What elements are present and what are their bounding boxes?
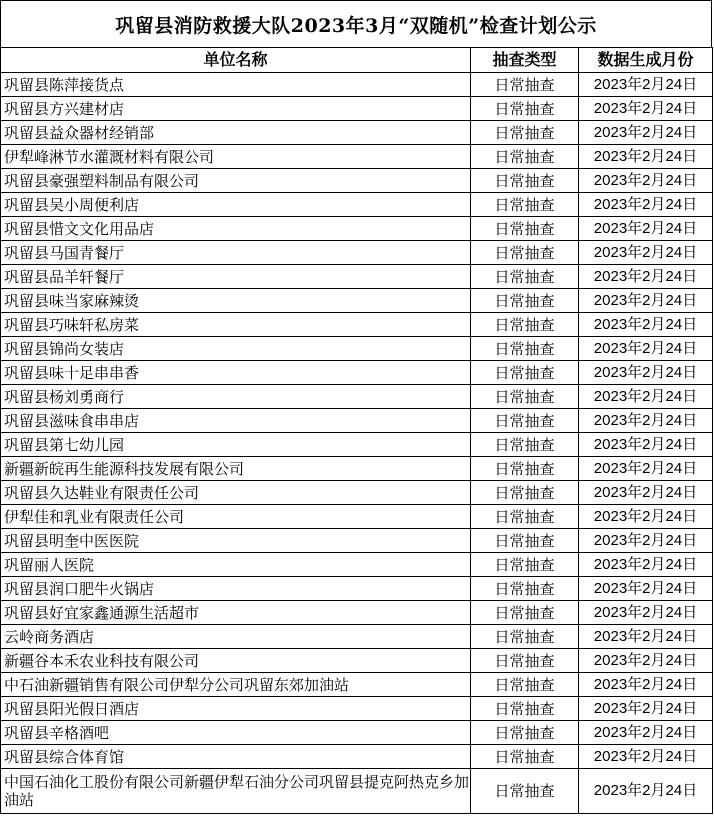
unit-name-cell: 巩留县明奎中医医院 [1, 529, 471, 553]
inspection-type-cell: 日常抽查 [471, 625, 579, 649]
generated-date-cell: 2023年2月24日 [579, 241, 713, 265]
inspection-type-cell: 日常抽查 [471, 121, 579, 145]
inspection-type-cell: 日常抽查 [471, 385, 579, 409]
unit-name-cell: 巩留县阳光假日酒店 [1, 697, 471, 721]
inspection-type-cell: 日常抽查 [471, 529, 579, 553]
generated-date-cell: 2023年2月24日 [579, 601, 713, 625]
generated-date-cell: 2023年2月24日 [579, 361, 713, 385]
table-row [1, 169, 713, 193]
unit-name-cell: 伊犁峰淋节水灌溉材料有限公司 [1, 145, 471, 169]
table-row [1, 481, 713, 505]
unit-name-cell: 巩留县益众器材经销部 [1, 121, 471, 145]
unit-name-cell: 巩留丽人医院 [1, 553, 471, 577]
table-row [1, 193, 713, 217]
inspection-type-cell: 日常抽查 [471, 241, 579, 265]
unit-name-cell: 巩留县豪强塑料制品有限公司 [1, 169, 471, 193]
generated-date-cell: 2023年2月24日 [579, 697, 713, 721]
table-row [1, 217, 713, 241]
table-row [1, 769, 713, 814]
generated-date-cell: 2023年2月24日 [579, 745, 713, 769]
column-header-unit-name: 单位名称 [1, 48, 471, 73]
inspection-type-cell: 日常抽查 [471, 457, 579, 481]
inspection-type-cell: 日常抽查 [471, 73, 579, 97]
inspection-type-cell: 日常抽查 [471, 433, 579, 457]
unit-name-cell: 巩留县辛格酒吧 [1, 721, 471, 745]
inspection-type-cell: 日常抽查 [471, 577, 579, 601]
unit-name-cell: 新疆新皖再生能源科技发展有限公司 [1, 457, 471, 481]
table-row [1, 721, 713, 745]
inspection-type-cell: 日常抽查 [471, 361, 579, 385]
inspection-type-cell: 日常抽查 [471, 769, 579, 814]
unit-name-cell: 巩留县惜文文化用品店 [1, 217, 471, 241]
table-row [1, 529, 713, 553]
generated-date-cell: 2023年2月24日 [579, 625, 713, 649]
generated-date-cell: 2023年2月24日 [579, 433, 713, 457]
unit-name-cell: 巩留县滋味食串串店 [1, 409, 471, 433]
table-row [1, 409, 713, 433]
table-row [1, 625, 713, 649]
table-row [1, 241, 713, 265]
unit-name-cell: 巩留县方兴建材店 [1, 97, 471, 121]
table-row [1, 289, 713, 313]
inspection-type-cell: 日常抽查 [471, 337, 579, 361]
inspection-type-cell: 日常抽查 [471, 145, 579, 169]
table-row [1, 697, 713, 721]
unit-name-cell: 巩留县陈萍接货点 [1, 73, 471, 97]
table-row [1, 121, 713, 145]
generated-date-cell: 2023年2月24日 [579, 457, 713, 481]
generated-date-cell: 2023年2月24日 [579, 145, 713, 169]
unit-name-cell: 巩留县好宜家鑫通源生活超市 [1, 601, 471, 625]
unit-name-cell: 中国石油化工股份有限公司新疆伊犁石油分公司巩留县提克阿热克乡加油站 [1, 769, 471, 814]
table-row [1, 385, 713, 409]
table-row [1, 265, 713, 289]
column-header-generated-month: 数据生成月份 [579, 48, 713, 73]
generated-date-cell: 2023年2月24日 [579, 529, 713, 553]
unit-name-cell: 巩留县吴小周便利店 [1, 193, 471, 217]
unit-name-cell: 巩留县杨刘勇商行 [1, 385, 471, 409]
inspection-type-cell: 日常抽查 [471, 169, 579, 193]
unit-name-cell: 巩留县第七幼儿园 [1, 433, 471, 457]
table-header-row [1, 48, 713, 73]
inspection-table [0, 47, 713, 814]
inspection-type-cell: 日常抽查 [471, 601, 579, 625]
column-header-inspection-type: 抽查类型 [471, 48, 579, 73]
generated-date-cell: 2023年2月24日 [579, 121, 713, 145]
inspection-type-cell: 日常抽查 [471, 481, 579, 505]
generated-date-cell: 2023年2月24日 [579, 337, 713, 361]
generated-date-cell: 2023年2月24日 [579, 73, 713, 97]
generated-date-cell: 2023年2月24日 [579, 385, 713, 409]
table-row [1, 601, 713, 625]
table-row [1, 649, 713, 673]
unit-name-cell: 云岭商务酒店 [1, 625, 471, 649]
table-row [1, 145, 713, 169]
table-row [1, 457, 713, 481]
inspection-type-cell: 日常抽查 [471, 649, 579, 673]
table-row [1, 313, 713, 337]
inspection-type-cell: 日常抽查 [471, 697, 579, 721]
inspection-type-cell: 日常抽查 [471, 505, 579, 529]
unit-name-cell: 伊犁佳和乳业有限责任公司 [1, 505, 471, 529]
table-row [1, 337, 713, 361]
inspection-type-cell: 日常抽查 [471, 265, 579, 289]
generated-date-cell: 2023年2月24日 [579, 97, 713, 121]
generated-date-cell: 2023年2月24日 [579, 409, 713, 433]
inspection-type-cell: 日常抽查 [471, 193, 579, 217]
unit-name-cell: 巩留县综合体育馆 [1, 745, 471, 769]
unit-name-cell: 巩留县味十足串串香 [1, 361, 471, 385]
table-row [1, 433, 713, 457]
generated-date-cell: 2023年2月24日 [579, 217, 713, 241]
unit-name-cell: 巩留县久达鞋业有限责任公司 [1, 481, 471, 505]
generated-date-cell: 2023年2月24日 [579, 577, 713, 601]
generated-date-cell: 2023年2月24日 [579, 193, 713, 217]
generated-date-cell: 2023年2月24日 [579, 265, 713, 289]
table-row [1, 97, 713, 121]
inspection-type-cell: 日常抽查 [471, 313, 579, 337]
unit-name-cell: 巩留县润口肥牛火锅店 [1, 577, 471, 601]
inspection-type-cell: 日常抽查 [471, 97, 579, 121]
inspection-type-cell: 日常抽查 [471, 409, 579, 433]
generated-date-cell: 2023年2月24日 [579, 169, 713, 193]
unit-name-cell: 巩留县锦尚女装店 [1, 337, 471, 361]
generated-date-cell: 2023年2月24日 [579, 505, 713, 529]
table-row [1, 745, 713, 769]
inspection-type-cell: 日常抽查 [471, 721, 579, 745]
table-row [1, 73, 713, 97]
table-row [1, 673, 713, 697]
unit-name-cell: 巩留县品羊轩餐厅 [1, 265, 471, 289]
generated-date-cell: 2023年2月24日 [579, 553, 713, 577]
table-row [1, 505, 713, 529]
inspection-type-cell: 日常抽查 [471, 745, 579, 769]
unit-name-cell: 巩留县味当家麻辣烫 [1, 289, 471, 313]
inspection-type-cell: 日常抽查 [471, 553, 579, 577]
unit-name-cell: 新疆谷本禾农业科技有限公司 [1, 649, 471, 673]
generated-date-cell: 2023年2月24日 [579, 313, 713, 337]
unit-name-cell: 中石油新疆销售有限公司伊犁分公司巩留东郊加油站 [1, 673, 471, 697]
inspection-type-cell: 日常抽查 [471, 673, 579, 697]
table-body [1, 73, 713, 814]
generated-date-cell: 2023年2月24日 [579, 649, 713, 673]
inspection-type-cell: 日常抽查 [471, 289, 579, 313]
generated-date-cell: 2023年2月24日 [579, 673, 713, 697]
generated-date-cell: 2023年2月24日 [579, 769, 713, 814]
page-title: 巩留县消防救援大队2023年3月“双随机”检查计划公示 [0, 0, 712, 47]
table-row [1, 577, 713, 601]
unit-name-cell: 巩留县巧味轩私房菜 [1, 313, 471, 337]
unit-name-cell: 巩留县马国青餐厅 [1, 241, 471, 265]
generated-date-cell: 2023年2月24日 [579, 721, 713, 745]
inspection-type-cell: 日常抽查 [471, 217, 579, 241]
generated-date-cell: 2023年2月24日 [579, 481, 713, 505]
generated-date-cell: 2023年2月24日 [579, 289, 713, 313]
table-row [1, 361, 713, 385]
table-row [1, 553, 713, 577]
